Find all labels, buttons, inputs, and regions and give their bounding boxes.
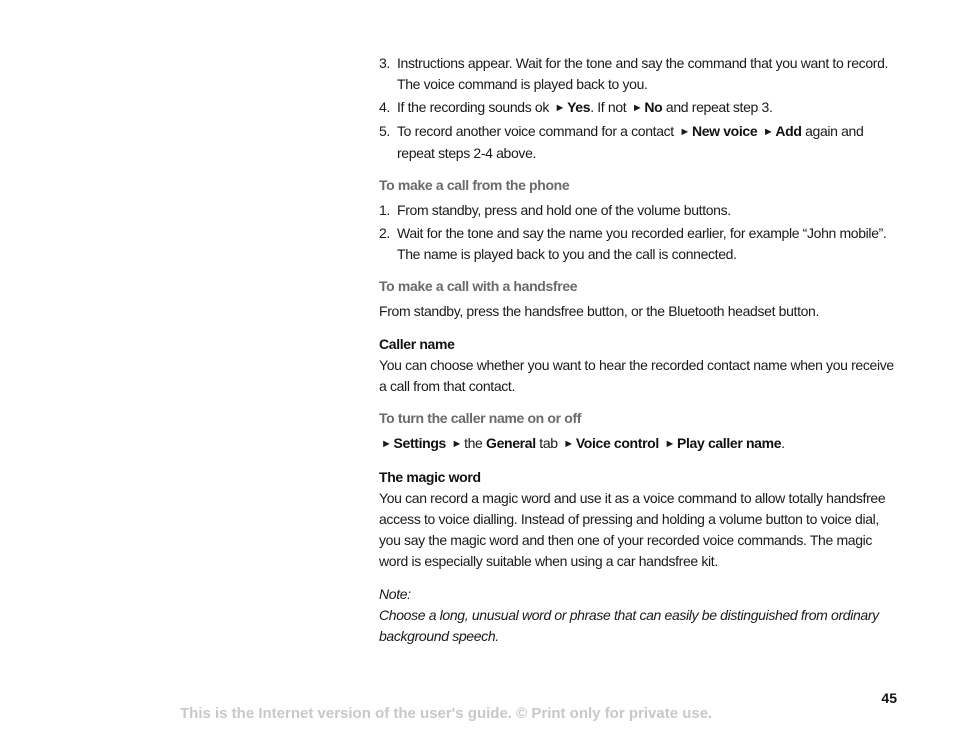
page-content (379, 53, 894, 647)
list-item (379, 53, 894, 95)
subheading-caller-name-toggle: To turn the caller name on or off (379, 410, 582, 426)
step-number: 3. (379, 55, 390, 71)
step-number: 2. (379, 225, 390, 241)
caller-name-paragraph: You can choose whether you want to hear the recorded contact name when you receive a call from that contact. (379, 357, 894, 394)
menu-option-new-voice: New voice (691, 123, 758, 139)
step-text: Wait for the tone and say the name you recorded earlier, for example “John mobile”. The name is played back to you and the call is connected. (397, 225, 887, 262)
path-text: . (781, 435, 785, 451)
subheading-call-from-phone: To make a call from the phone (379, 177, 570, 193)
arrow-right-icon: ► (679, 126, 690, 138)
menu-option-add: Add (775, 123, 802, 139)
menu-option-settings: Settings (393, 435, 446, 451)
heading-caller-name: Caller name (379, 336, 455, 352)
record-steps-list (379, 53, 894, 164)
path-text: the (464, 435, 483, 451)
list-item (379, 223, 894, 265)
step-number: 1. (379, 202, 390, 218)
handsfree-paragraph: From standby, press the handsfree button, or the Bluetooth headset button. (379, 303, 820, 319)
step-text: and repeat step 3. (665, 99, 773, 115)
note-block (379, 584, 894, 647)
arrow-right-icon: ► (631, 102, 643, 114)
path-text: tab (539, 435, 558, 451)
step-text: To record another voice command for a contact (397, 123, 674, 139)
arrow-right-icon: ► (563, 438, 574, 450)
step-number: 4. (379, 99, 390, 115)
menu-option-play-caller-name: Play caller name (677, 435, 782, 451)
note-label: Note: (379, 586, 411, 602)
list-item (379, 121, 894, 164)
step-text: Instructions appear. Wait for the tone and say the command that you want to record. The voice command is played back to you. (397, 55, 889, 92)
list-item (379, 200, 894, 221)
menu-path (379, 433, 894, 455)
menu-option-general: General (486, 435, 536, 451)
step-text: again and repeat steps 2-4 above. (397, 123, 864, 161)
menu-option-no: No (644, 99, 663, 115)
arrow-right-icon: ► (554, 102, 566, 114)
footer-disclaimer: This is the Internet version of the user's guide. © Print only for private use. (180, 705, 713, 722)
menu-option-yes: Yes (567, 99, 591, 115)
call-from-phone-steps-list (379, 200, 894, 265)
arrow-right-icon: ► (381, 438, 392, 450)
arrow-right-icon: ► (762, 126, 774, 138)
step-text: If the recording sounds ok (397, 99, 549, 115)
step-text: From standby, press and hold one of the volume buttons. (397, 202, 731, 218)
list-item (379, 97, 894, 119)
subheading-call-handsfree: To make a call with a handsfree (379, 278, 578, 294)
step-text: . If not (590, 99, 627, 115)
note-text: Choose a long, unusual word or phrase that can easily be distinguished from ordinary background speech. (379, 607, 879, 644)
arrow-right-icon: ► (451, 438, 463, 450)
arrow-right-icon: ► (664, 438, 675, 450)
heading-magic-word: The magic word (379, 469, 481, 485)
page-number: 45 (881, 690, 897, 706)
step-number: 5. (379, 123, 390, 139)
menu-option-voice-control: Voice control (575, 435, 659, 451)
magic-word-paragraph: You can record a magic word and use it as a voice command to allow totally handsfree access to voice dialling. Instead of pressing and holding a volume button to voice dial, you say the magic word and then one of your recorded voice commands. The magic word is especially suitable when using a car handsfree kit. (379, 490, 886, 569)
